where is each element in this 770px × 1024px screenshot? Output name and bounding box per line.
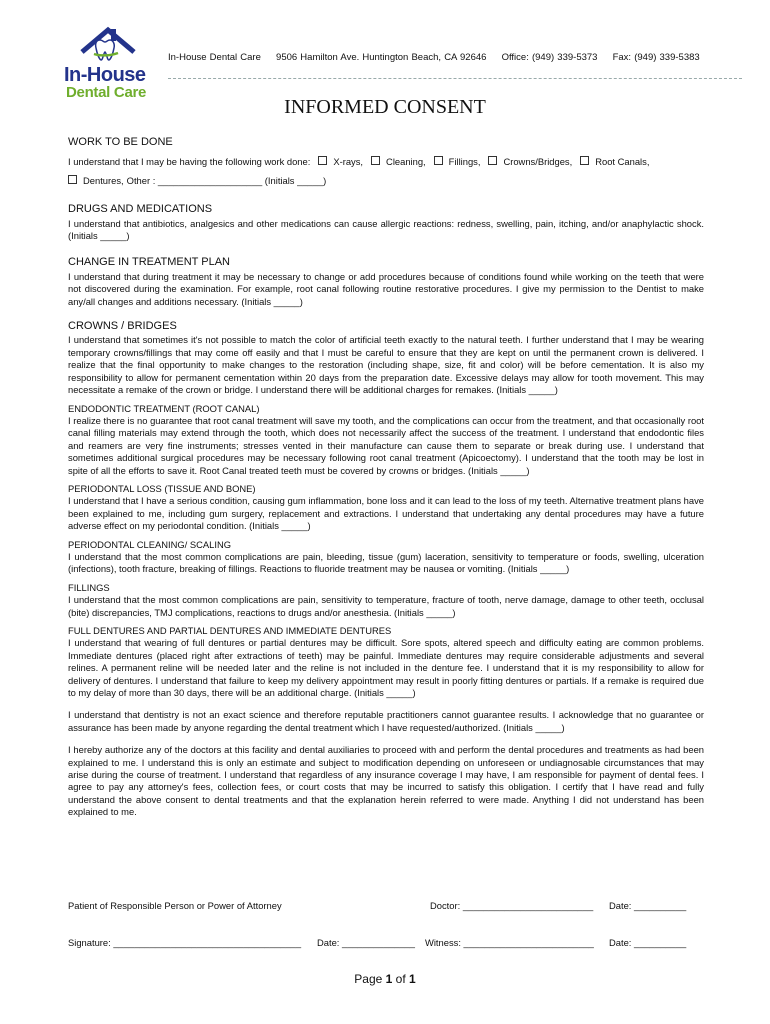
science-text: I understand that dentistry is not an exact science and therefore reputable practitioners cannot guarantee results. I acknowledge that no guarantee or assurance has been made by anyone regarding the dental treatment which I have requested/authorized. (Initials _____) [68,709,704,733]
practice-address: 9506 Hamilton Ave. Huntington Beach, CA 92646 [276,52,487,63]
crowns-label: Crowns/Bridges, [503,156,573,168]
work-options-row2 [68,175,704,187]
work-intro: I understand that I may be having the following work done: [68,156,311,168]
page-footer [0,972,770,986]
practice-name: In-House Dental Care [168,52,261,63]
drugs-text: I understand that antibiotics, analgesics and other medications can cause allergic reactions: redness, swelling, pain, itching, and/or anaphylactic shock. (Initials _____) [68,217,704,242]
signature-field[interactable]: Signature: ____________________________________ [68,937,302,948]
date-field-3[interactable]: Date: __________ [609,937,687,948]
logo-line2: Dental Care [66,84,147,101]
doctor-field[interactable]: Doctor: _________________________ [430,900,594,911]
xray-label: X-rays, [333,156,364,168]
cleaning-text: I understand that the most common complications are pain, bleeding, tissue (gum) laceration, sensitivity to temperature or foods, swelling, ulceration (infections), tooth fracture, breaking of fillings. Reactions to fluoride treatment may be nausea or vomiting. (Initials _____) [68,550,704,575]
endo-heading: ENDODONTIC TREATMENT (ROOT CANAL) [68,402,260,414]
drugs-heading: DRUGS AND MEDICATIONS [68,203,213,216]
header-divider [168,78,742,79]
cleaning-checkbox[interactable] [371,156,380,165]
work-options-row1 [68,156,704,168]
root-canal-label: Root Canals, [595,156,650,168]
change-text: I understand that during treatment it may be necessary to change or add procedures because of conditions found while working on the teeth that were not discovered during the examination. For example, root canal following routine restorative procedures. I give my permission to the Dentist to make any/all changes and additions necessary. (Initials _____) [68,270,704,307]
fillings-heading: FILLINGS [68,581,110,593]
other-field[interactable]: Other : ____________________ (Initials _____) [126,174,327,186]
date-field-2[interactable]: Date: ______________ [317,937,416,948]
fillings-checkbox[interactable] [434,156,443,165]
patient-label: Patient of Responsible Person or Power of Attorney [68,900,282,911]
page-number: 1 [385,972,393,986]
page-total: 1 [409,972,416,986]
cleaning-heading: PERIODONTAL CLEANING/ SCALING [68,538,232,550]
fax-number: Fax: (949) 339-5383 [612,52,700,63]
crowns-text: I understand that sometimes it's not possible to match the color of artificial teeth exactly to the natural teeth. I further understand that I may be wearing temporary crowns/fillings that may come off easily and that I must be careful to ensure that they are kept on until the permanent crown is delivered. I realize that the final opportunity to make changes to the restoration (including shape, size, fit and color) will be before cementation. It is also my responsibility to allow for permanent cementation within 20 days from the preparation date. Excessive delays may allow for tooth movement. This may necessitate a remake of the crown or bridge. I understand there will be additional charges for remakes. (Initials _____) [68,334,704,396]
fillings-label: Fillings, [448,156,481,168]
dentures-text: I understand that wearing of full dentures or partial dentures may be difficult. Sore spots, altered speech and difficulty eating are common problems. Immediate dentures (placed right after extractions of teeth) may be painful. Immediate dentures may require considerable adjustments and several relines. A permanent reline will be needed later and the reline is not included in the denture fee. I understand that it is my responsibility to allow for delivery of dentures. I understand that failure to keep my delivery appointment may result in poorly fitting dentures or partials. If a remake is required due to my delay of more than 30 days, there will be an additional charge. (Initials _____) [68,637,704,699]
dentures-checkbox[interactable] [68,175,77,184]
date-field-1[interactable]: Date: __________ [609,900,687,911]
document-title: INFORMED CONSENT [284,96,486,118]
of-word: of [395,972,406,986]
cleaning-label: Cleaning, [386,156,426,168]
work-heading: WORK TO BE DONE [68,136,173,148]
logo [60,26,156,101]
office-phone: Office: (949) 339-5373 [501,52,598,63]
logo-line1: In-House [64,64,146,86]
fillings-text: I understand that the most common complications are pain, sensitivity to temperature, fracture of tooth, nerve damage, damage to other teeth, occlusal (bite) discrepancies, TMJ complications, reactions to drugs and/or anesthesia. (Initials _____) [68,594,704,618]
authorization-text: I hereby authorize any of the doctors at this facility and dental auxiliaries to proceed with and perform the dental procedures and treatments as had been explained to me. I understand this is only an estimate and subject to modification depending on unforeseen or undiagnosable circumstances that may arise during the course of treatment. I understand that regardless of any insurance coverage I may have, I am responsible for payment of dental fees. I agree to pay any attorney's fees, collection fees, or court costs that may be incurred to satisfy this obligation. I certify that I have read and fully understand the above consent to dental treatments and that the explanation herein referred to were made. Anything I did not understand has been explained to me. [68,744,704,818]
perio-heading: PERIODONTAL LOSS (TISSUE AND BONE) [68,482,256,494]
endo-text: I realize there is no guarantee that root canal treatment will save my tooth, and the complications can occur from the treatment, and that occasionally root canal filling materials may extend through the tooth, which does not necessarily affect the success of the treatment. I understand that endodontic files and reamers are very fine instruments; stresses vented in their manufacture can cause them to separate or break during use. I understand that sometimes additional surgical procedures may be necessary following root canal treatment (Apicoectomy). I understand that the tooth may be lost in spite of all the efforts to save it. Root Canal treated teeth must be covered by crowns or bridges. (Initials _____) [68,414,704,476]
perio-text: I understand that I have a serious condition, causing gum inflammation, bone loss and it can lead to the loss of my teeth. Alternative treatment plans have been explained to me, including gum surgery, replacement and extractions. I understand that undertaking any dental procedures may have a future adverse effect on my periodontal condition. (Initials _____) [68,495,704,532]
consent-body [68,136,704,819]
dentures-label: Dentures, [83,174,124,186]
dentures-heading: FULL DENTURES AND PARTIAL DENTURES AND IMMEDIATE DENTURES [68,625,392,636]
letterhead [168,52,712,63]
page-word: Page [354,972,383,986]
change-heading: CHANGE IN TREATMENT PLAN [68,256,230,269]
crowns-checkbox[interactable] [488,156,497,165]
house-logo-icon [78,26,138,66]
root-canal-checkbox[interactable] [580,156,589,165]
witness-field[interactable]: Witness: _________________________ [425,937,594,948]
crowns-heading: CROWNS / BRIDGES [68,320,177,333]
xray-checkbox[interactable] [318,156,327,165]
